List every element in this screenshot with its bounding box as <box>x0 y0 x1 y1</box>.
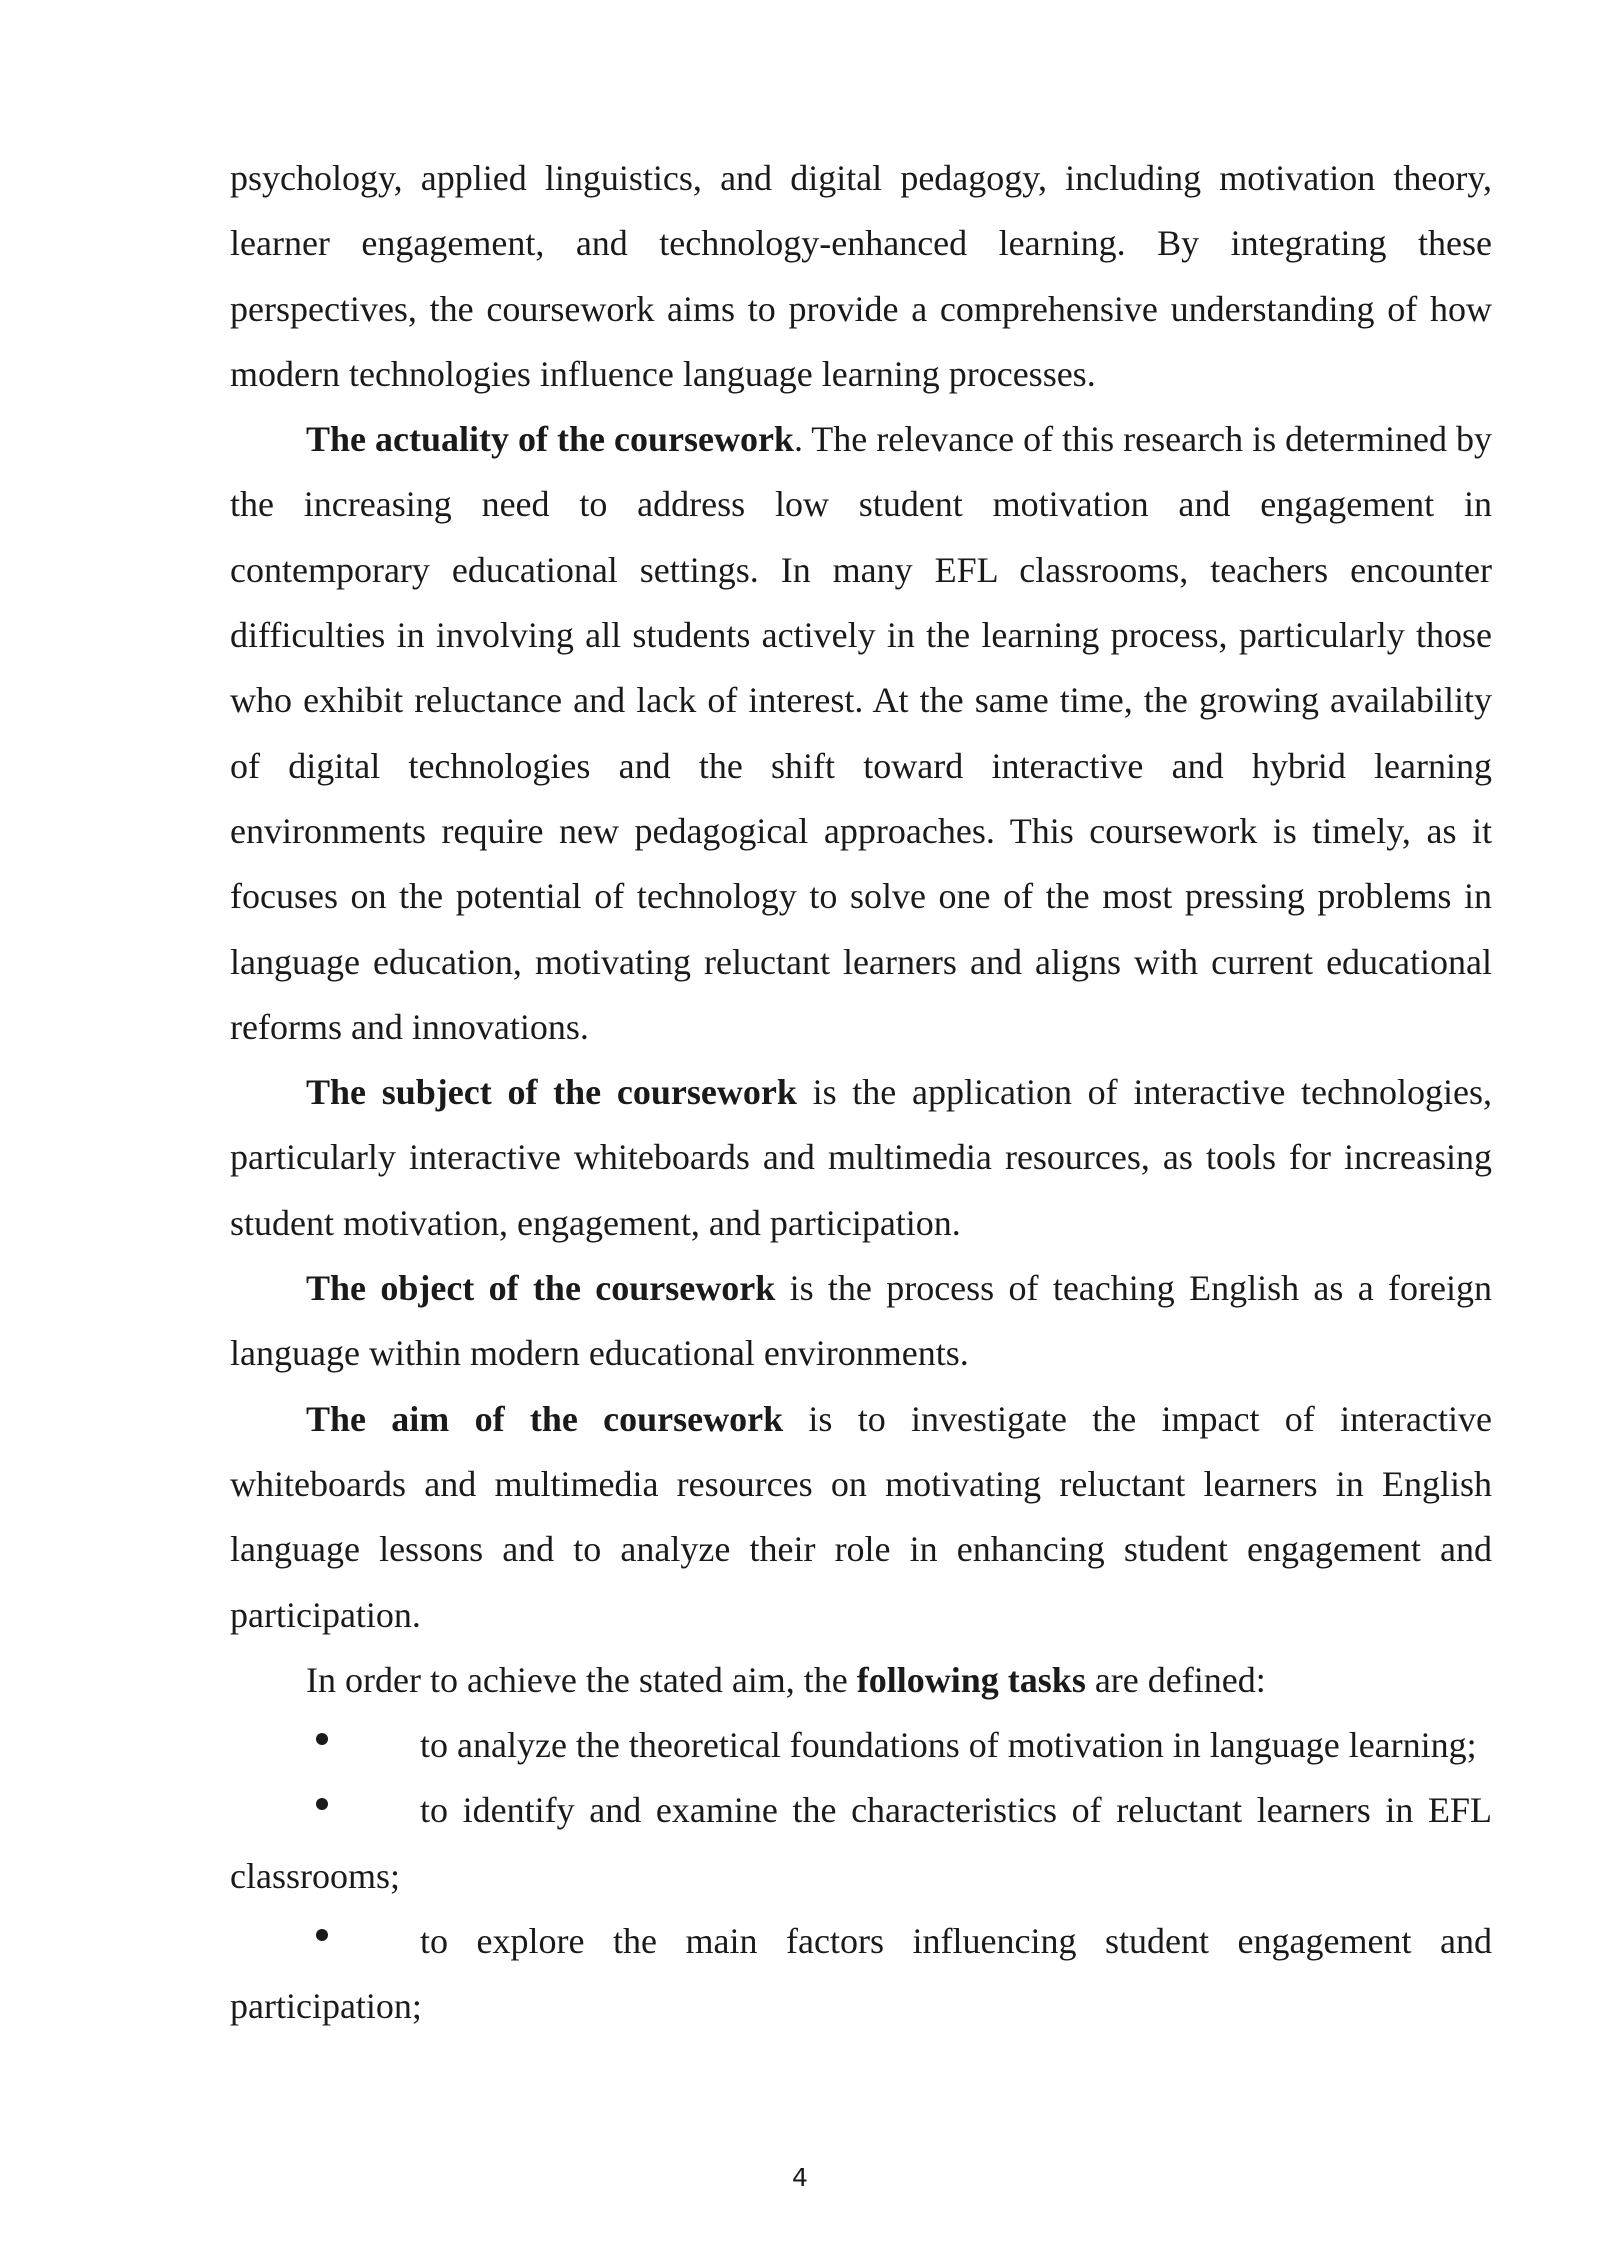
list-item <box>230 1909 1492 2040</box>
heading-tasks: following tasks <box>856 1659 1086 1700</box>
paragraph-aim <box>230 1387 1492 1648</box>
heading-subject: The subject of the coursework <box>306 1072 797 1113</box>
paragraph-object <box>230 1256 1492 1387</box>
paragraph-text: . The relevance of this research is determined by the increasing need to address low student motivation and engagement in contemporary educational settings. In many EFL classrooms, teachers encounter difficulties in involving all students actively in the learning process, particularly those who exhibit reluctance and lack of interest. At the same time, the growing availability of digital technologies and the shift toward interactive and hybrid learning environments require new pedagogical approaches. This coursework is timely, as it focuses on the potential of technology to solve one of the most pressing problems in language education, motivating reluctant learners and aligns with current educational reforms and innovations. <box>230 419 1493 1047</box>
paragraph-intro-continuation <box>230 146 1492 407</box>
heading-object: The object of the coursework <box>306 1268 776 1309</box>
paragraph-actuality <box>230 407 1492 1060</box>
list-item <box>230 1713 1492 1778</box>
paragraph-tasks-intro <box>230 1648 1492 1713</box>
task-text: to identify and examine the characteristics of reluctant learners in EFL classrooms; <box>230 1790 1492 1896</box>
paragraph-text: is to investigate the impact of interactive whiteboards and multimedia resources on motivating reluctant learners in English language lessons and to analyze their role in enhancing student engagement and participation. <box>230 1398 1492 1635</box>
paragraph-text: is the process of teaching English as a foreign language within modern educational environments. <box>230 1268 1492 1374</box>
task-list <box>230 1713 1492 2039</box>
page-number: 4 <box>792 2163 808 2192</box>
heading-aim: The aim of the coursework <box>306 1398 784 1439</box>
page-body <box>230 146 1492 2040</box>
paragraph-subject <box>230 1060 1492 1256</box>
heading-actuality: The actuality of the coursework <box>306 419 794 460</box>
task-text: to explore the main factors influencing student engagement and participation; <box>230 1921 1492 2027</box>
paragraph-text: In order to achieve the stated aim, the <box>306 1659 857 1700</box>
task-text: to analyze the theoretical foundations of motivation in language learning; <box>420 1725 1477 1766</box>
paragraph-text: is the application of interactive technologies, particularly interactive whiteboards and multimedia resources, as tools for increasing student motivation, engagement, and participation. <box>230 1072 1492 1243</box>
list-item <box>230 1778 1492 1909</box>
paragraph-text: psychology, applied linguistics, and digital pedagogy, including motivation theory, learner engagement, and technology-enhanced learning. By integrating these perspectives, the coursework aims to provide a comprehensive understanding of how modern technologies influence language learning processes. <box>230 158 1492 394</box>
paragraph-text: are defined: <box>1085 1659 1266 1700</box>
